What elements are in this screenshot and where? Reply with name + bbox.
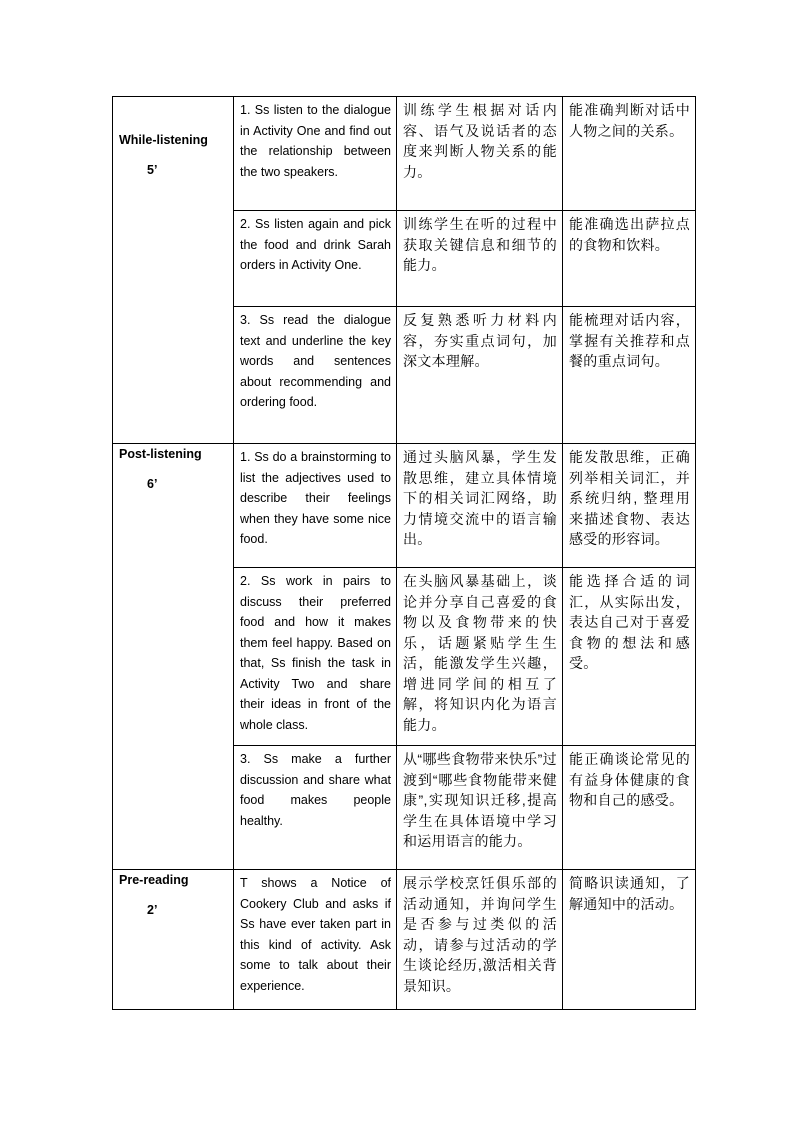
outcome-cell: 简略识读通知，了解通知中的活动。 (563, 870, 696, 1010)
activity-cell: 2. Ss work in pairs to discuss their preferred food and how it makes them feel happy. Based on that, Ss finish the task in Activity Two and share their ideas in front of the whole class. (234, 568, 397, 746)
stage-name: Post-listening (119, 447, 202, 461)
purpose-cell: 从“哪些食物带来快乐”过渡到“哪些食物能带来健康”,实现知识迁移,提高学生在具体语境中学习和运用语言的能力。 (397, 746, 563, 870)
stage-time: 2’ (147, 903, 158, 917)
outcome-cell: 能正确谈论常见的有益身体健康的食物和自己的感受。 (563, 746, 696, 870)
table-row (113, 444, 696, 568)
activity-cell: T shows a Notice of Cookery Club and asks if Ss have ever taken part in this kind of activity. Ask some to talk about their experience. (234, 870, 397, 1010)
stage-time: 5’ (147, 163, 158, 177)
purpose-cell: 在头脑风暴基础上，谈论并分享自己喜爱的食物以及食物带来的快乐，话题紧贴学生生活，能激发学生兴趣，增进同学间的相互了解，将知识内化为语言能力。 (397, 568, 563, 746)
outcome-cell: 能准确选出萨拉点的食物和饮料。 (563, 211, 696, 307)
purpose-cell: 通过头脑风暴，学生发散思维，建立具体情境下的相关词汇网络，助力情境交流中的语言输出。 (397, 444, 563, 568)
outcome-cell: 能梳理对话内容，掌握有关推荐和点餐的重点词句。 (563, 307, 696, 444)
table-row (113, 97, 696, 211)
outcome-cell: 能准确判断对话中人物之间的关系。 (563, 97, 696, 211)
outcome-cell: 能选择合适的词汇，从实际出发，表达自己对于喜爱食物的想法和感受。 (563, 568, 696, 746)
activity-cell: 3. Ss read the dialogue text and underline the key words and sentences about recommending and ordering food. (234, 307, 397, 444)
activity-cell: 1. Ss do a brainstorming to list the adjectives used to describe their feelings when they have some nice food. (234, 444, 397, 568)
stage-cell (113, 97, 234, 444)
stage-time: 6’ (147, 477, 158, 491)
purpose-cell: 训练学生根据对话内容、语气及说话者的态度来判断人物关系的能力。 (397, 97, 563, 211)
purpose-cell: 反复熟悉听力材料内容，夯实重点词句，加深文本理解。 (397, 307, 563, 444)
purpose-cell: 展示学校烹饪俱乐部的活动通知，并询问学生是否参与过类似的活动，请参与过活动的学生谈论经历,激活相关背景知识。 (397, 870, 563, 1010)
activity-cell: 3. Ss make a further discussion and share what food makes people healthy. (234, 746, 397, 870)
purpose-cell: 训练学生在听的过程中获取关键信息和细节的能力。 (397, 211, 563, 307)
activity-cell: 2. Ss listen again and pick the food and drink Sarah orders in Activity One. (234, 211, 397, 307)
lesson-plan-table (112, 96, 696, 1010)
table-row (113, 870, 696, 1010)
outcome-cell: 能发散思维，正确列举相关词汇，并系统归纳, 整理用来描述食物、表达感受的形容词。 (563, 444, 696, 568)
stage-cell (113, 870, 234, 1010)
activity-cell: 1. Ss listen to the dialogue in Activity One and find out the relationship between the two speakers. (234, 97, 397, 211)
stage-cell (113, 444, 234, 870)
stage-name: Pre-reading (119, 873, 189, 887)
stage-name: While-listening (119, 133, 208, 147)
